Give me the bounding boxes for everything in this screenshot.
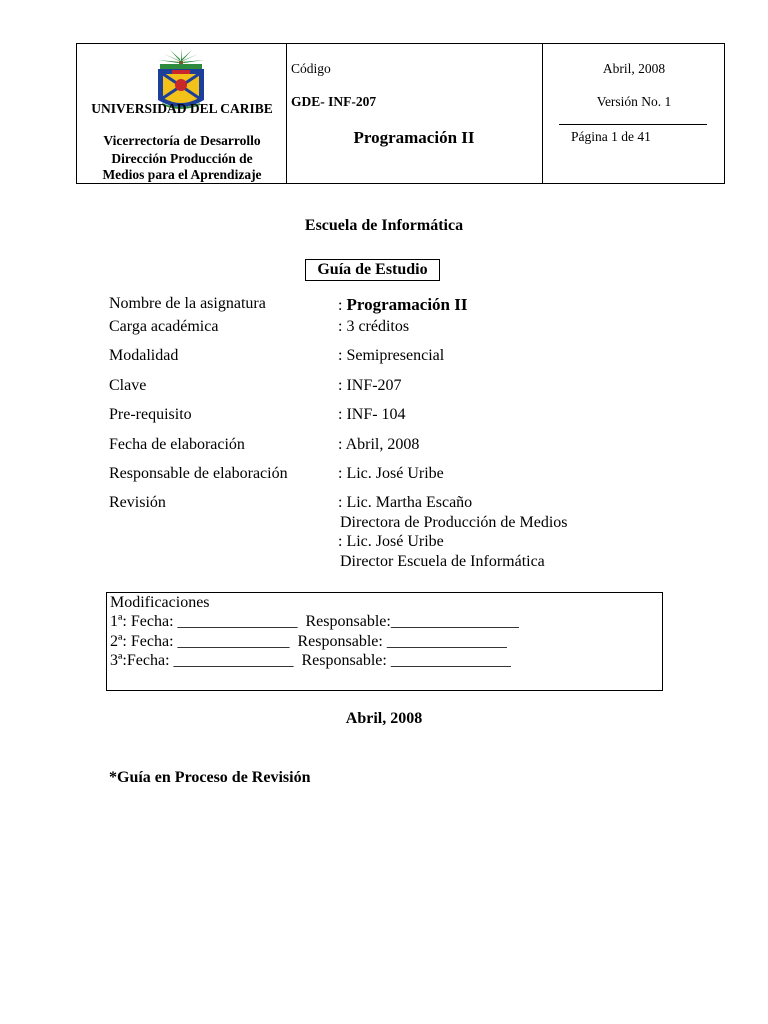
code-value: GDE- INF-207 <box>291 94 377 109</box>
revision-note: *Guía en Proceso de Revisión <box>109 769 311 786</box>
field-label-revision: Revisión <box>109 494 166 511</box>
revision-extra-3: Director Escuela de Informática <box>340 553 545 570</box>
page-number: Página 1 de 41 <box>571 129 651 144</box>
modification-line-2: 2ª: Fecha: ______________ Responsable: _______________ <box>110 633 507 650</box>
field-label-fecha: Fecha de elaboración <box>109 436 245 453</box>
footer-date: Abril, 2008 <box>345 710 423 727</box>
asignatura-name: Programación II <box>346 295 468 314</box>
institution-name: UNIVERSIDAD DEL CARIBE <box>91 101 273 116</box>
modification-line-3: 3ª:Fecha: _______________ Responsable: _______________ <box>110 652 511 669</box>
institution-line3: Dirección Producción de <box>111 151 253 166</box>
code-label: Código <box>291 61 331 76</box>
field-value-prerequisito: : INF- 104 <box>338 406 406 423</box>
modifications-box <box>106 592 663 691</box>
doc-type-box <box>305 259 440 281</box>
field-value-modalidad: : Semipresencial <box>338 347 445 364</box>
institution-line2: Vicerrectoría de Desarrollo <box>103 133 261 148</box>
field-value-responsable: : Lic. José Uribe <box>338 465 444 482</box>
field-label-clave: Clave <box>109 377 147 394</box>
field-label-prerequisito: Pre-requisito <box>109 406 192 423</box>
field-label-modalidad: Modalidad <box>109 347 179 364</box>
field-value-asignatura: : Programación II <box>338 295 468 314</box>
modifications-title: Modificaciones <box>110 594 210 611</box>
modification-line-1: 1ª: Fecha: _______________ Responsable:________________ <box>110 613 519 630</box>
header-date: Abril, 2008 <box>602 61 666 76</box>
revision-extra-2: : Lic. José Uribe <box>338 533 444 550</box>
field-label-carga: Carga académica <box>109 318 219 335</box>
field-value-fecha: : Abril, 2008 <box>338 436 420 453</box>
field-value-clave: : INF-207 <box>338 377 402 394</box>
field-label-responsable: Responsable de elaboración <box>109 465 288 482</box>
field-value-revision: : Lic. Martha Escaño <box>338 494 473 511</box>
version: Versión No. 1 <box>596 94 672 109</box>
revision-extra-1: Directora de Producción de Medios <box>340 514 568 531</box>
course-title: Programación II <box>353 128 475 147</box>
field-label-asignatura: Nombre de la asignatura <box>109 295 266 312</box>
institution-line4: Medios para el Aprendizaje <box>102 167 262 182</box>
doc-type: Guía de Estudio <box>317 261 428 278</box>
header-table <box>76 43 725 184</box>
version-underline <box>559 124 707 125</box>
field-value-carga: : 3 créditos <box>338 318 410 335</box>
school-title: Escuela de Informática <box>304 217 464 234</box>
